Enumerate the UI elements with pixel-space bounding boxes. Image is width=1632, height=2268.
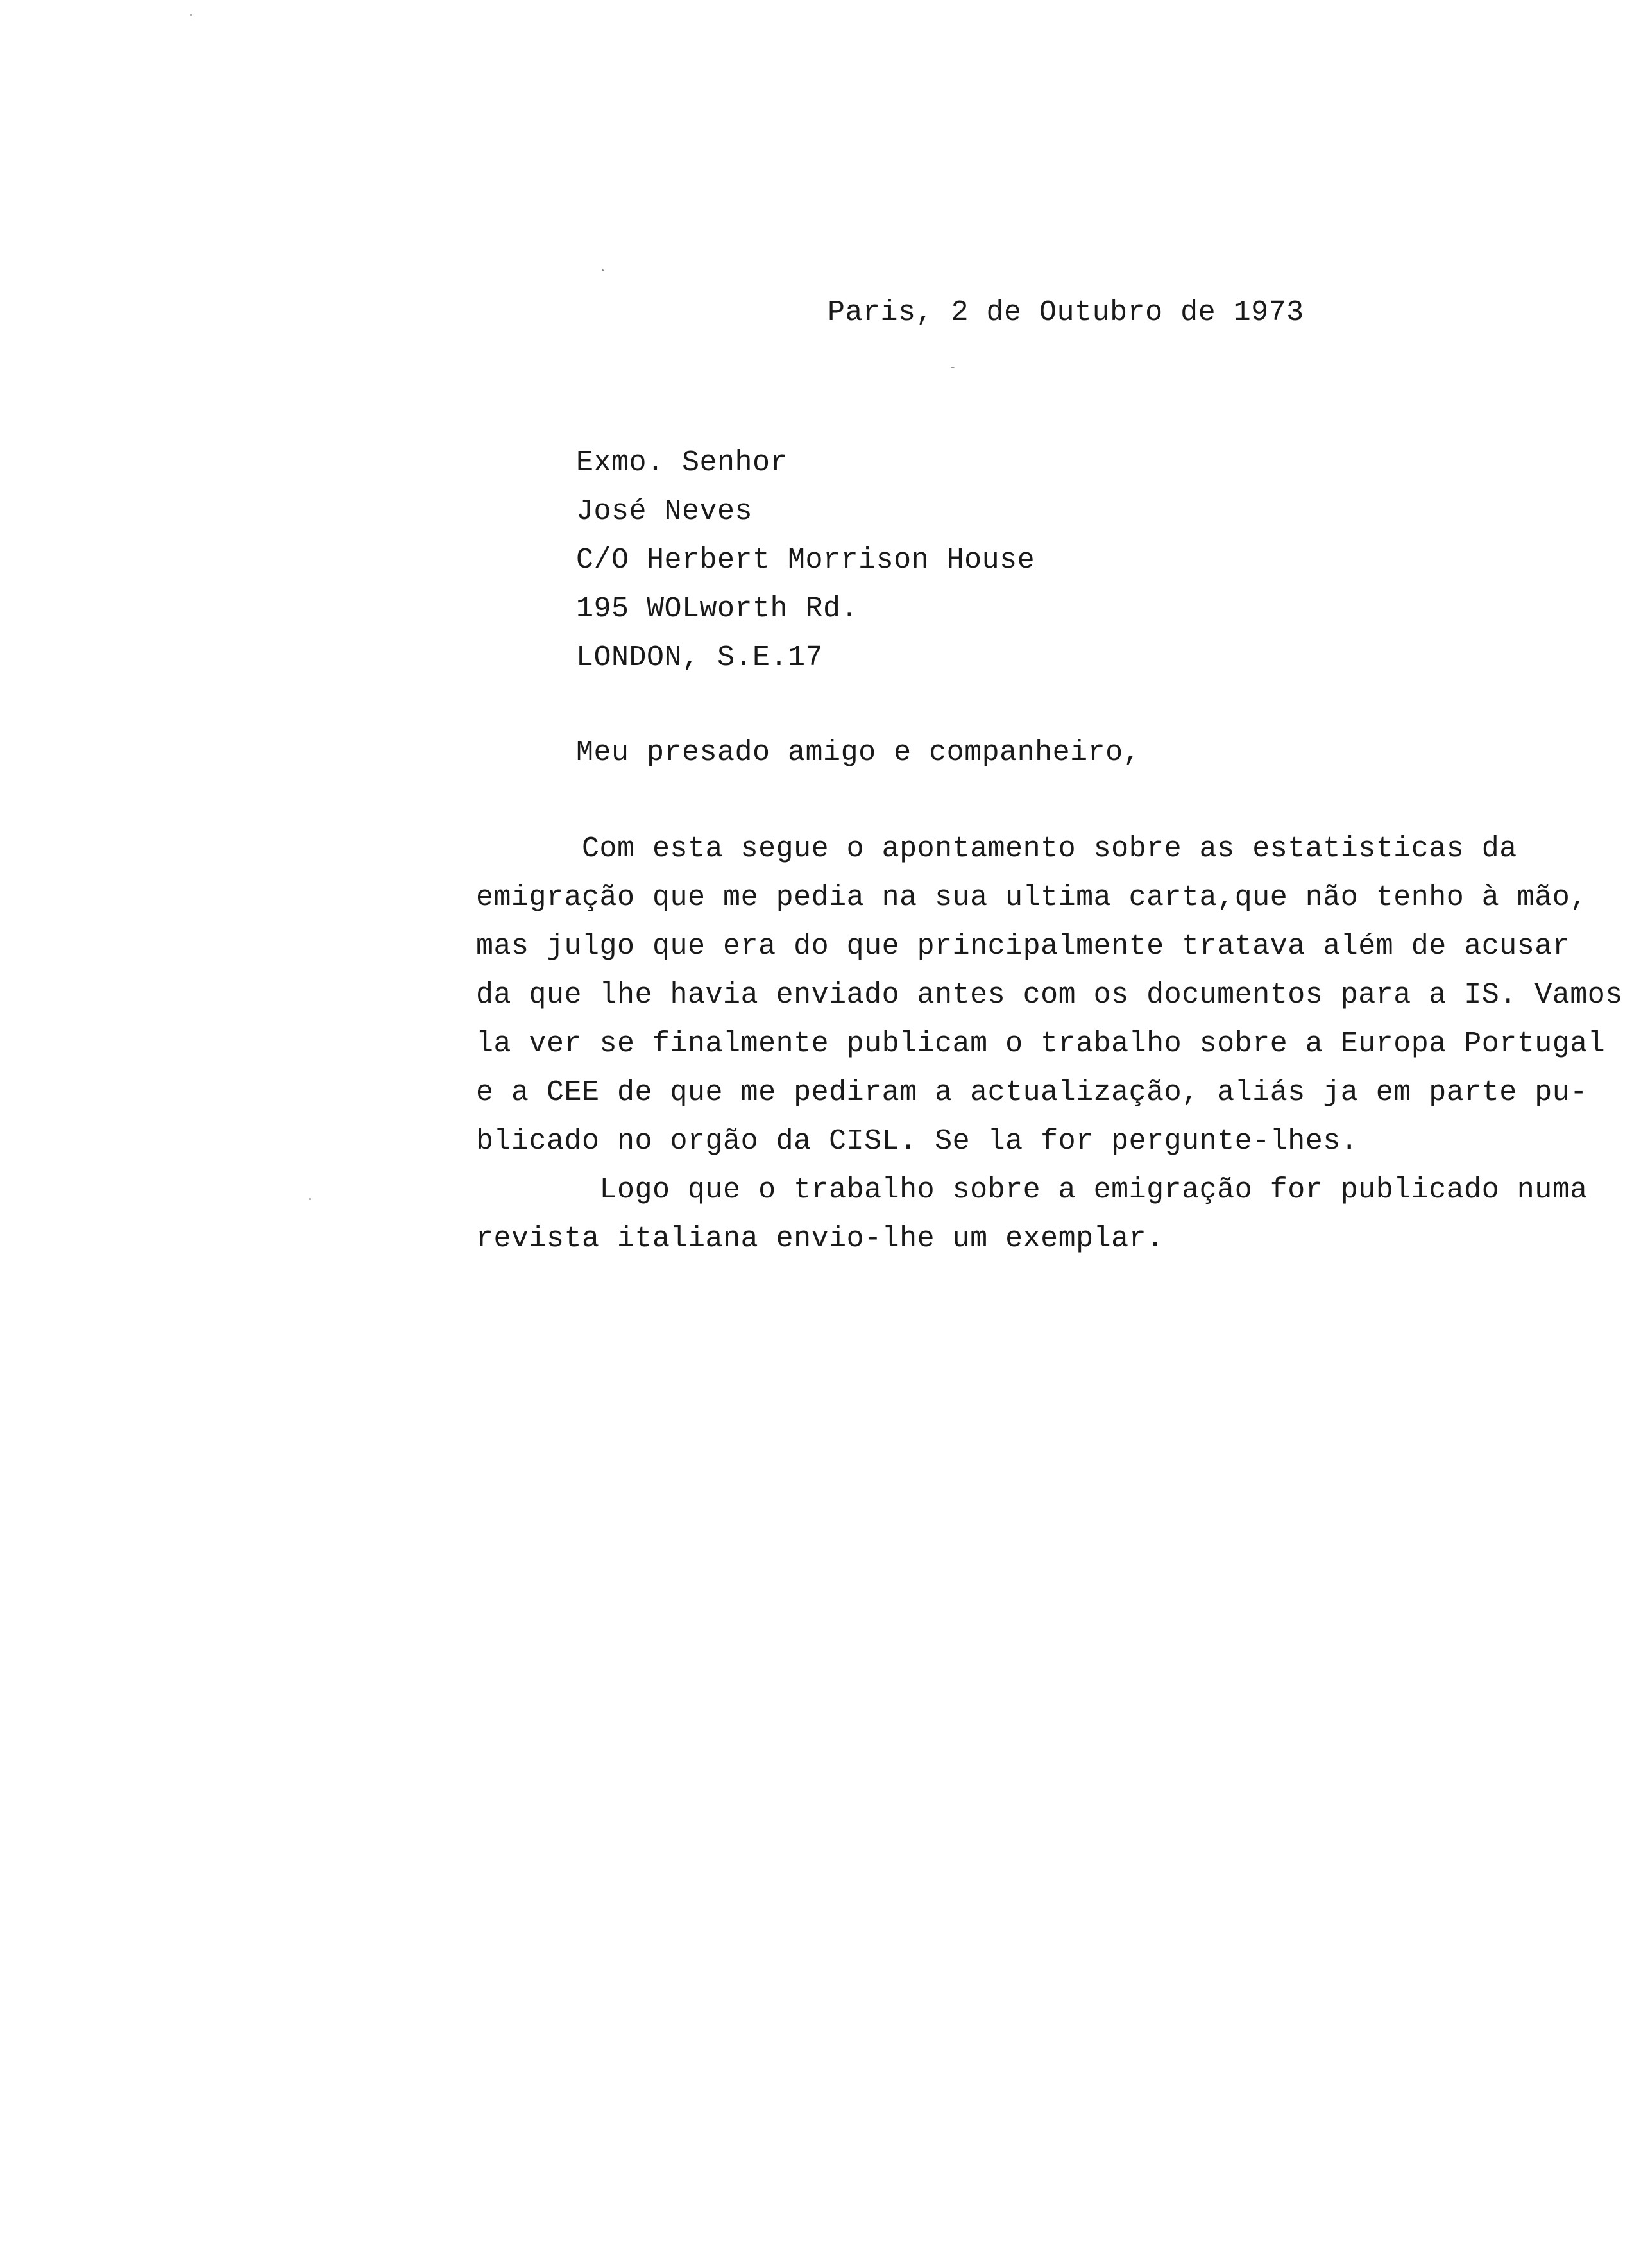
recipient-address-line: 195 WOLworth Rd.: [576, 593, 859, 625]
body-line: e a CEE de que me pediram a actualização, aliás ja em parte pu-: [476, 1076, 1588, 1109]
recipient-address-line: José Neves: [576, 495, 753, 528]
letter-salutation: Meu presado amigo e companheiro,: [576, 736, 1141, 769]
recipient-address-line: C/O Herbert Morrison House: [576, 544, 1035, 577]
paper-speck: [190, 14, 192, 16]
body-line: mas julgo que era do que principalmente tratava além de acusar: [476, 930, 1570, 963]
body-line: blicado no orgão da CISL. Se la for pergunte-lhes.: [476, 1125, 1359, 1158]
body-line: Logo que o trabalho sobre a emigração for publicado numa: [476, 1174, 1588, 1206]
body-line: Com esta segue o apontamento sobre as estatisticas da: [476, 833, 1517, 865]
body-line: revista italiana envio-lhe um exemplar.: [476, 1223, 1164, 1255]
recipient-address-line: Exmo. Senhor: [576, 446, 788, 479]
recipient-address-line: LONDON, S.E.17: [576, 641, 824, 674]
paper-speck: [309, 1198, 311, 1200]
letter-dateline: Paris, 2 de Outubro de 1973: [828, 296, 1304, 329]
body-line: emigração que me pedia na sua ultima carta,que não tenho à mão,: [476, 881, 1588, 914]
body-line: la ver se finalmente publicam o trabalho sobre a Europa Portugal: [476, 1028, 1606, 1060]
paper-speck: [602, 269, 604, 271]
paper-speck: [951, 367, 955, 368]
body-line: da que lhe havia enviado antes com os documentos para a IS. Vamos: [476, 979, 1623, 1011]
